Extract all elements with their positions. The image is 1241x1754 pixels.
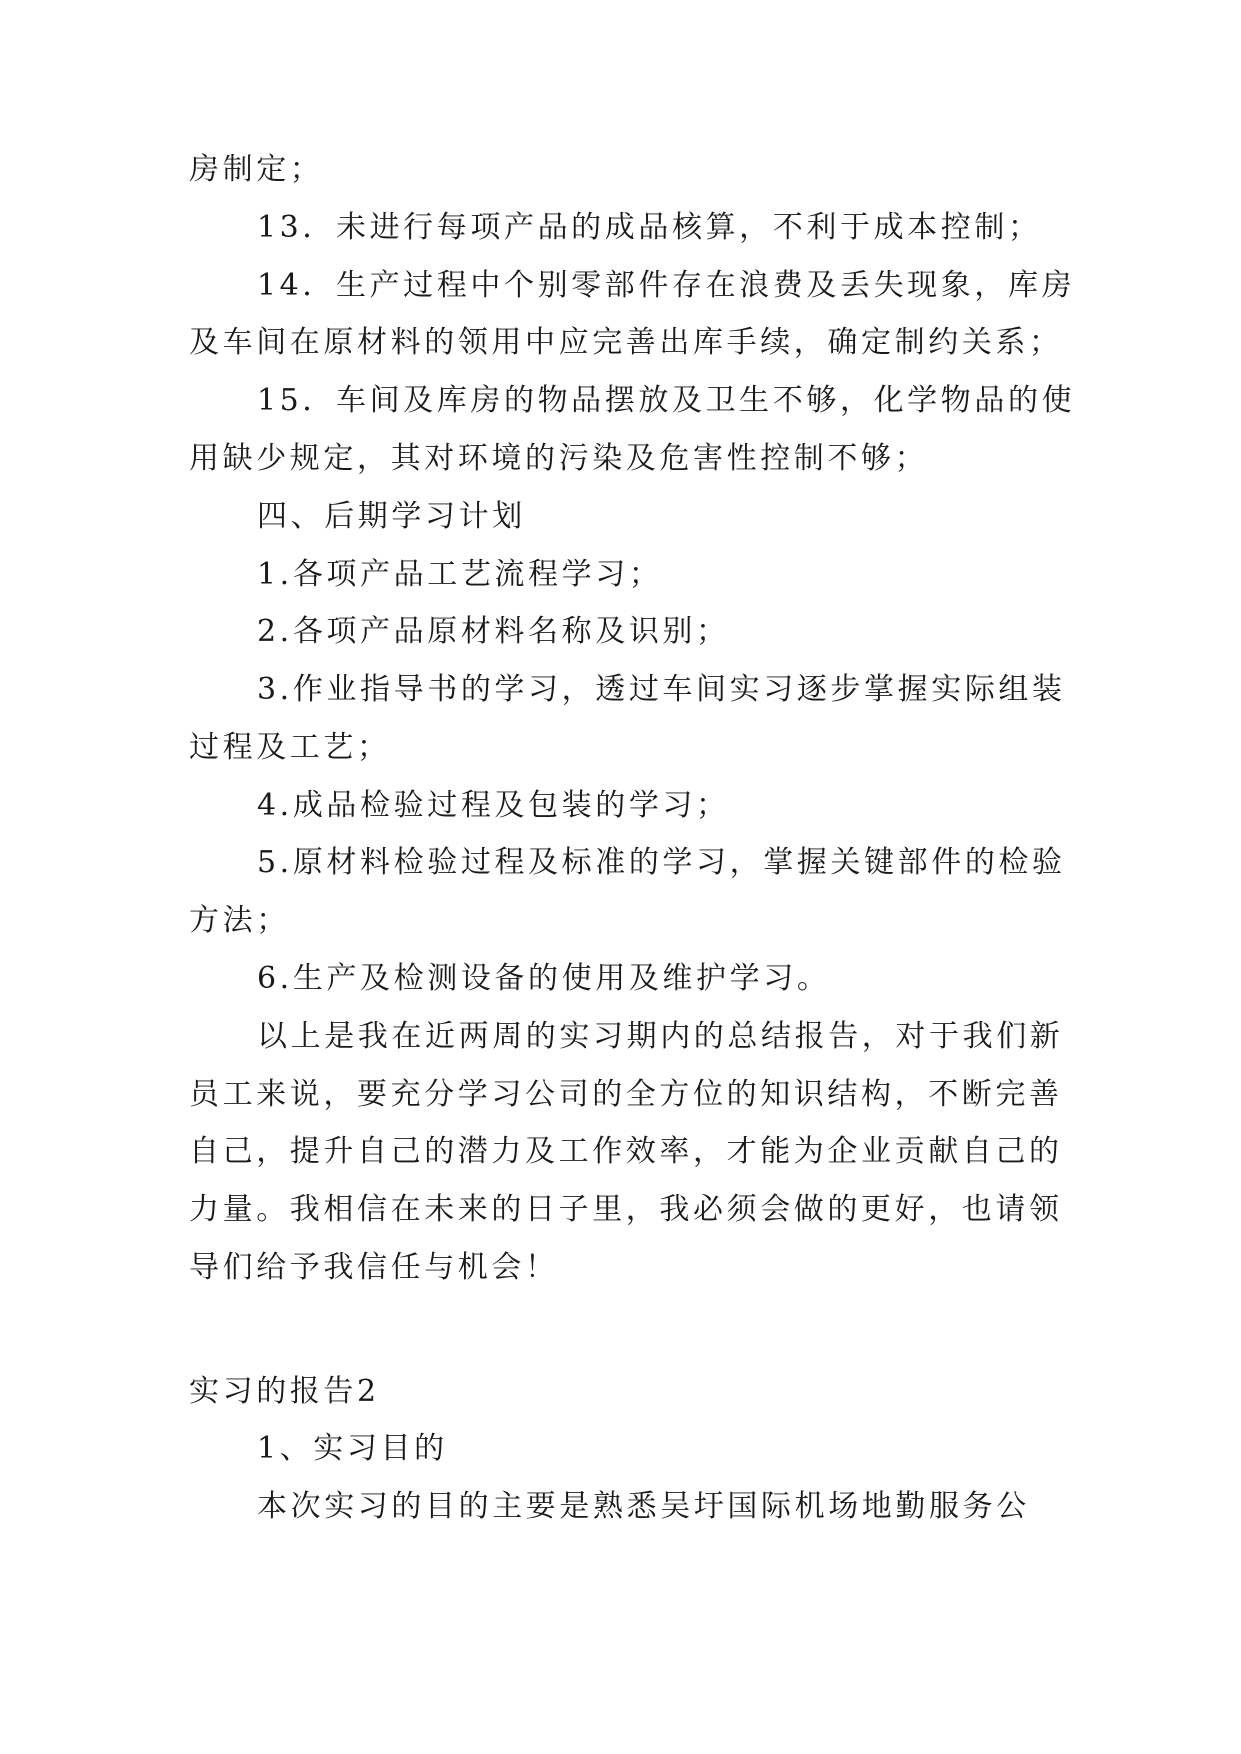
- list-item: 3.作业指导书的学习，透过车间实习逐步掌握实际组装: [257, 672, 1066, 707]
- text-line: 员工来说，要充分学习公司的全方位的知识结构，不断完善: [189, 1077, 1063, 1112]
- section-heading: 1、实习目的: [257, 1431, 448, 1466]
- text-line: 用缺少规定，其对环境的污染及危害性控制不够；: [189, 441, 929, 476]
- text-line: 导们给予我信任与机会！: [189, 1250, 559, 1285]
- text-line: 及车间在原材料的领用中应完善出库手续，确定制约关系；: [189, 325, 1063, 360]
- list-item: 6.生产及检测设备的使用及维护学习。: [257, 961, 831, 996]
- list-item: 4.成品检验过程及包装的学习；: [257, 788, 730, 823]
- text-line: 房制定；: [189, 152, 324, 187]
- list-item: 1.各项产品工艺流程学习；: [257, 557, 663, 592]
- list-item: 2.各项产品原材料名称及识别；: [257, 614, 730, 649]
- section-title: 实习的报告2: [189, 1374, 380, 1409]
- text-line: 13．未进行每项产品的成品核算，不利于成本控制；: [257, 210, 1042, 245]
- text-line: 自己，提升自己的潜力及工作效率，才能为企业贡献自己的: [189, 1134, 1063, 1169]
- text-line: 力量。我相信在未来的日子里，我必须会做的更好，也请领: [189, 1192, 1063, 1227]
- text-line: 以上是我在近两周的实习期内的总结报告，对于我们新: [257, 1019, 1064, 1054]
- text-line: 本次实习的目的主要是熟悉吴圩国际机场地勤服务公: [257, 1489, 1030, 1524]
- text-line: 15．车间及库房的物品摆放及卫生不够，化学物品的使: [257, 383, 1076, 418]
- section-heading: 四、后期学习计划: [257, 499, 526, 534]
- list-item: 5.原材料检验过程及标准的学习，掌握关键部件的检验: [257, 845, 1066, 880]
- text-line: 方法；: [189, 903, 290, 938]
- text-line: 过程及工艺；: [189, 730, 391, 765]
- text-line: 14．生产过程中个别零部件存在浪费及丢失现象，库房: [257, 268, 1076, 303]
